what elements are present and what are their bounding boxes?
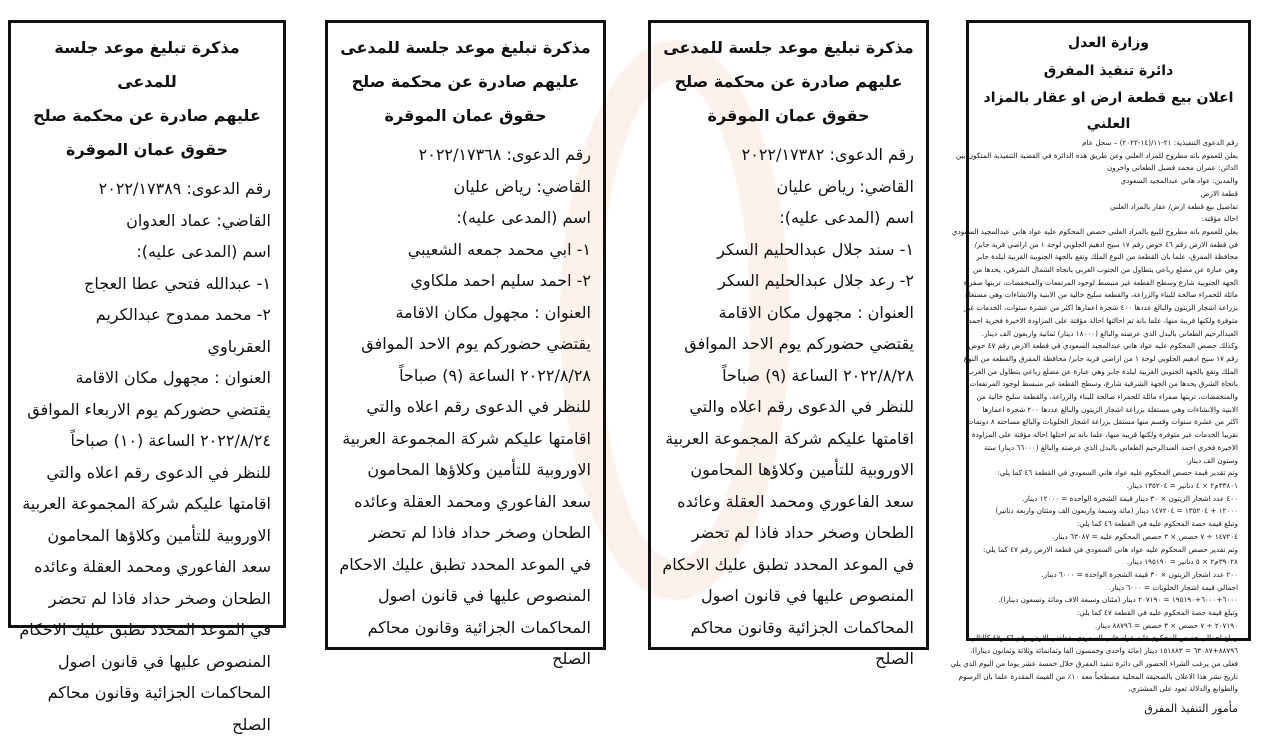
text-line: احالة مؤقتة: [979, 213, 1238, 226]
text-line: تقريبا الخدمات غير متوفرة ولكنها قريبة منها، علما بانه تم احتلها احالة مؤقتة على المزاودة [979, 429, 1238, 442]
text-line: الاخيرة فخري احمد العبدالرحيم الطعاني بالبدل الذي عرضته والبالغ (٦٦٠٠٠ دينار) ستة [979, 442, 1238, 455]
text-line: ٢٠٧١٩٠ ÷ ٧ حصص × ٣ حصص = ٨٨٧٩٦ دينار. [979, 620, 1238, 633]
text-line: الاوروبية للتأمين وكلاؤها المحامون [340, 454, 591, 486]
text-line: ١- سند جلال عبدالحليم السكر [663, 234, 914, 266]
text-line: الجهة الجنوبية شارع وسطح القطعة غير منبسط لوجود المرتفعات والمنخفضات، تربتها صفراء [979, 277, 1238, 290]
text-line: ٣٣٨٠١م٢ × ٤ دنانير = ١٣٥٢٠٤ دينار. [979, 480, 1238, 493]
text-line: المحاكمات الجزائية وقانون محاكم [340, 612, 591, 644]
text-line: المحاكمات الجزائية وقانون محاكم [663, 612, 914, 644]
text-line: العنوان : مجهول مكان الاقامة [23, 362, 271, 394]
text-line: الابنية والانشاءات وهي مستغلة بزراعة اشجار الزيتون والبالغ عددها ٢٠٠ شجرة اعمارها [979, 404, 1238, 417]
text-line: العبدالرحيم الطعاني بالبدل الذي عرضته والبالغ (١٨٠٠٠ دينار) ثمانية واربعون الف دينار. [979, 328, 1238, 341]
text-line: وكذلك حصص المحكوم عليه عواد هاني عبدالمجيد السعودي في قطعة الارض رقم ٤٧ حوض [979, 340, 1238, 353]
text-line: القاضي: رياض عليان [663, 171, 914, 203]
text-line: متوفرة ولكنها قريبة منها، علما بانه تم احالتها احالة مؤقتة على المزاودة الاخيرة فخرية احمد [979, 315, 1238, 328]
text-line: يعلن للعموم بانه مطروح للمزاد العلني وعن طريق هذه الدائرة في القضية التنفيذية المتكون بين [979, 150, 1238, 163]
text-line: محافظة المفرق، علما بان القطعة من النوع الملك وتقع بالجهة الجنوبية الغربية لبلدة جابر [979, 251, 1238, 264]
notice-title: مذكرة تبليغ موعد جلسة للمدعى عليهم صادرة عن محكمة صلح حقوق عمان الموقرة [23, 31, 271, 167]
text-line: يقتضي حضوركم يوم الاحد الموافق [340, 328, 591, 360]
text-line: ويبلغ اجمالي حصص المحكوم عليه عواد هاني السعودي بقطعتي الارض رقم ٤٦ و٤٧ كالتالي: [979, 632, 1238, 645]
text-line: رقم الدعوى: ٢٠٢٢/١٧٣٨٢ [663, 139, 914, 171]
text-line: رقم الدعوى التنفيذية: ٢١-١١/(١٤-٢٠٢٢) – سجل عام [979, 137, 1238, 150]
text-line: في الموعد المحدد تطبق عليك الاحكام [23, 614, 271, 646]
text-line: الصلح [663, 643, 914, 675]
ministry-name: وزارة العدل [979, 29, 1238, 57]
text-line: العنوان : مجهول مكان الاقامة [340, 297, 591, 329]
text-line: وستون الف دينار. [979, 455, 1238, 468]
text-line: للنظر في الدعوى رقم اعلاه والتي [340, 391, 591, 423]
text-line: ٦٠٠٠+٦٠٠٠+١٩٥١٩٠ = ٢٠٧١٩٠ دينار (مئتان وسبعة الاف ومائة وتسعون دينارا). [979, 594, 1238, 607]
text-line: يقتضي حضوركم يوم الاحد الموافق [663, 328, 914, 360]
text-line: رقم الدعوى: ٢٠٢٢/١٧٣٦٨ [340, 139, 591, 171]
text-line: المنصوص عليها في قانون اصول [663, 580, 914, 612]
text-line: تفاصيل بيع قطعة ارض/ عقار بالمزاد العلني [979, 201, 1238, 214]
text-line: في قطعة الارض رقم ٤٦ حوض رقم ١٧ سيح ادهيم الجلوبي لوحة ١ من اراضي قرية جابر/ [979, 239, 1238, 252]
notice-body [340, 139, 591, 675]
text-line: ٤٠٠ عدد اشجار الزيتون × ٣٠ دينار قيمة الشجرة الواحدة = ١٢٠٠٠ دينار. [979, 493, 1238, 506]
text-line: سعد الفاعوري ومحمد العقلة وعائده [663, 486, 914, 518]
text-line: اجمالي قيمة اشجار الحلويات = ٦٠٠٠ دينار. [979, 582, 1238, 595]
text-line: القاضي: عماد العدوان [23, 205, 271, 237]
text-line: ١- عبدالله فتحي عطا العجاج [23, 268, 271, 300]
text-line: المنصوص عليها في قانون اصول [23, 646, 271, 678]
text-line: الاوروبية للتأمين وكلاؤها المحامون [23, 520, 271, 552]
text-line: ٢٠٢٢/٨/٢٨ الساعة (٩) صباحاً [663, 360, 914, 392]
text-line: الدائن: عمران محمد فضيل الطعاني واخرون [979, 162, 1238, 175]
text-line: العنوان : مجهول مكان الاقامة [663, 297, 914, 329]
text-line: باتجاه الشرق يحدها من الجهة الشرقية شارع، وسطح القطعة غير منبسط لوجود المرتفعات [979, 378, 1238, 391]
text-line: الطحان وصخر حداد فاذا لم تحضر [340, 517, 591, 549]
text-line: اسم (المدعى عليه): [340, 202, 591, 234]
notice-body [663, 139, 914, 675]
text-line: بزراعة اشجار الزيتون والبالغ عددها ٤٠٠ شجرة اعمارها اكثر من عشرة سنوات، الخدمات غير [979, 302, 1238, 315]
text-line: الصلح [23, 709, 271, 740]
text-line: ١- ابي محمد جمعه الشعيبي [340, 234, 591, 266]
text-line: المنصوص عليها في قانون اصول [340, 580, 591, 612]
text-line: ١٢٠٠٠ + ١٣٥٢٠٤ = ١٤٧٢٠٤ دينار (مائة وسبعة واربعون الف ومئتان واربعة دنانير) [979, 505, 1238, 518]
text-line: الصلح [340, 643, 591, 675]
text-line: ١٤٧٢٠٤ ÷ ٧ حصص × ٣ حصص المحكوم عليه = ٦٣٠٨٧ دينار. [979, 531, 1238, 544]
text-line: اسم (المدعى عليه): [23, 236, 271, 268]
notice-body [23, 173, 271, 740]
notice-summons-1 [8, 20, 286, 628]
text-line: وهي عبارة عن مضلع رباعي يتطاول من الجنوب الغربي باتجاه الشمال الشرقي، يحدها من [979, 264, 1238, 277]
text-line: ٢- رعد جلال عبدالحليم السكر [663, 265, 914, 297]
notice-title: مذكرة تبليغ موعد جلسة للمدعى عليهم صادرة عن محكمة صلح حقوق عمان الموقرة [340, 31, 591, 133]
text-line: قطعة الارض [979, 188, 1238, 201]
text-line: رقم ١٧ سيح ادهيم الجلوبي لوحة ١ من اراضي قرية جابر/ محافظة المفرق والقطعة من النوع [979, 353, 1238, 366]
text-line: الاوروبية للتأمين وكلاؤها المحامون [663, 454, 914, 486]
text-line: ٣٩٠٢٨م٢ × ٥ دنانير = ١٩٥١٩٠ دينار. [979, 556, 1238, 569]
text-line: ٢- احمد سليم احمد ملكاوي [340, 265, 591, 297]
text-line: ٢٠٠ عدد اشجار الزيتون × ٣٠ قيمة الشجرة الواحدة = ٦٠٠٠ دينار. [979, 569, 1238, 582]
notice-summons-2 [325, 20, 606, 650]
text-line: وتبلغ قيمة حصة المحكوم عليه في القطعة ٤٦ كما يلي: [979, 518, 1238, 531]
signature: مأمور التنفيذ المفرق [979, 702, 1238, 715]
text-line: الطحان وصخر حداد فاذا لم تحضر [663, 517, 914, 549]
text-line: والمنخفضات، تربتها صفراء مائلة للحمراء صالحة للبناء والزراعة، والقطعة سليخ خالية من [979, 391, 1238, 404]
text-line: سعد الفاعوري ومحمد العقلة وعائده [23, 551, 271, 583]
text-line: والمدين: عواد هاني عبدالمجيد السعودي [979, 175, 1238, 188]
department-name: دائرة تنفيذ المفرق [979, 57, 1238, 85]
notice-title: مذكرة تبليغ موعد جلسة للمدعى عليهم صادرة عن محكمة صلح حقوق عمان الموقرة [663, 31, 914, 133]
text-line: وتبلغ قيمة حصة المحكوم عليه في القطعة ٤٧ كما يلي: [979, 607, 1238, 620]
text-line: ٢٠٢٢/٨/٢٨ الساعة (٩) صباحاً [340, 360, 591, 392]
text-line: ٨٨٧٩٦+٦٣٠٨٧ = ١٥١٨٨٣ دينار (مائة واحدى وخمسون الفا وثمانمائة وثلاثة وثمانون دينارا)، [979, 645, 1238, 658]
text-line: اسم (المدعى عليه): [663, 202, 914, 234]
text-line: وتم تقدير قيمة حصص المحكوم عليه عواد هاني السعودي في القطعة ٤٦ كما يلي: [979, 467, 1238, 480]
text-line: في الموعد المحدد تطبق عليك الاحكام [340, 549, 591, 581]
text-line: الطحان وصخر حداد فاذا لم تحضر [23, 583, 271, 615]
text-line: العقرباوي [23, 331, 271, 363]
text-line: سعد الفاعوري ومحمد العقلة وعائده [340, 486, 591, 518]
auction-notice [966, 20, 1251, 641]
text-line: المحاكمات الجزائية وقانون محاكم [23, 677, 271, 709]
text-line: اقامتها عليكم شركة المجموعة العربية [23, 488, 271, 520]
text-line: تاريخ نشر هذا الاعلان بالصحيفة المحلية مصطحباً معه ١٠٪ من القيمة المقدرة علما بان الرسوم [979, 671, 1238, 684]
text-line: والطوابع والدلالة تعود على المشتري. [979, 683, 1238, 696]
text-line: للنظر في الدعوى رقم اعلاه والتي [23, 457, 271, 489]
text-line: اقامتها عليكم شركة المجموعة العربية [340, 423, 591, 455]
text-line: القاضي: رياض عليان [340, 171, 591, 203]
text-line: في الموعد المحدد تطبق عليك الاحكام [663, 549, 914, 581]
auction-body [979, 137, 1238, 696]
text-line: رقم الدعوى: ٢٠٢٢/١٧٣٨٩ [23, 173, 271, 205]
text-line: يقتضي حضوركم يوم الاربعاء الموافق [23, 394, 271, 426]
text-line: ٢- محمد ممدوح عبدالكريم [23, 299, 271, 331]
text-line: مائلة للحمراء صالحة للبناء والزراعة، والقطعة سليخ خالية من الابنية والانشاءات وهي مستغلة [979, 289, 1238, 302]
text-line: اكثر من عشرة سنوات وقسم منها مستقل بزراعة اشجار الحلويات والبالغ مساحته ٨ دونمات [979, 416, 1238, 429]
text-line: للنظر في الدعوى رقم اعلاه والتي [663, 391, 914, 423]
text-line: يعلن للعموم بانه مطروح للبيع بالمزاد العلني حصص المحكوم عليه عواد هاني عبدالمجيد السعودي [979, 226, 1238, 239]
auction-title: اعلان بيع قطعة ارض او عقار بالمزاد العلني [979, 85, 1238, 137]
text-line: وتم تقدير حصص المحكوم عليه عواد هاني السعودي في قطعة الارض رقم ٤٧ كما يلي: [979, 544, 1238, 557]
text-line: الملك وتقع بالجهة الجنوبي الغربية لبلدة جابر وهي عبارة عن مضلع رباعي يتطاول من الغرب [979, 366, 1238, 379]
notice-summons-3 [648, 20, 929, 650]
text-line: ٢٠٢٢/٨/٢٤ الساعة (١٠) صباحاً [23, 425, 271, 457]
text-line: اقامتها عليكم شركة المجموعة العربية [663, 423, 914, 455]
text-line: فعلى من يرغب الشراء الحضور الى دائرة تنفيذ المفرق خلال خمسة عشر يوما من اليوم الذي يلي [979, 658, 1238, 671]
